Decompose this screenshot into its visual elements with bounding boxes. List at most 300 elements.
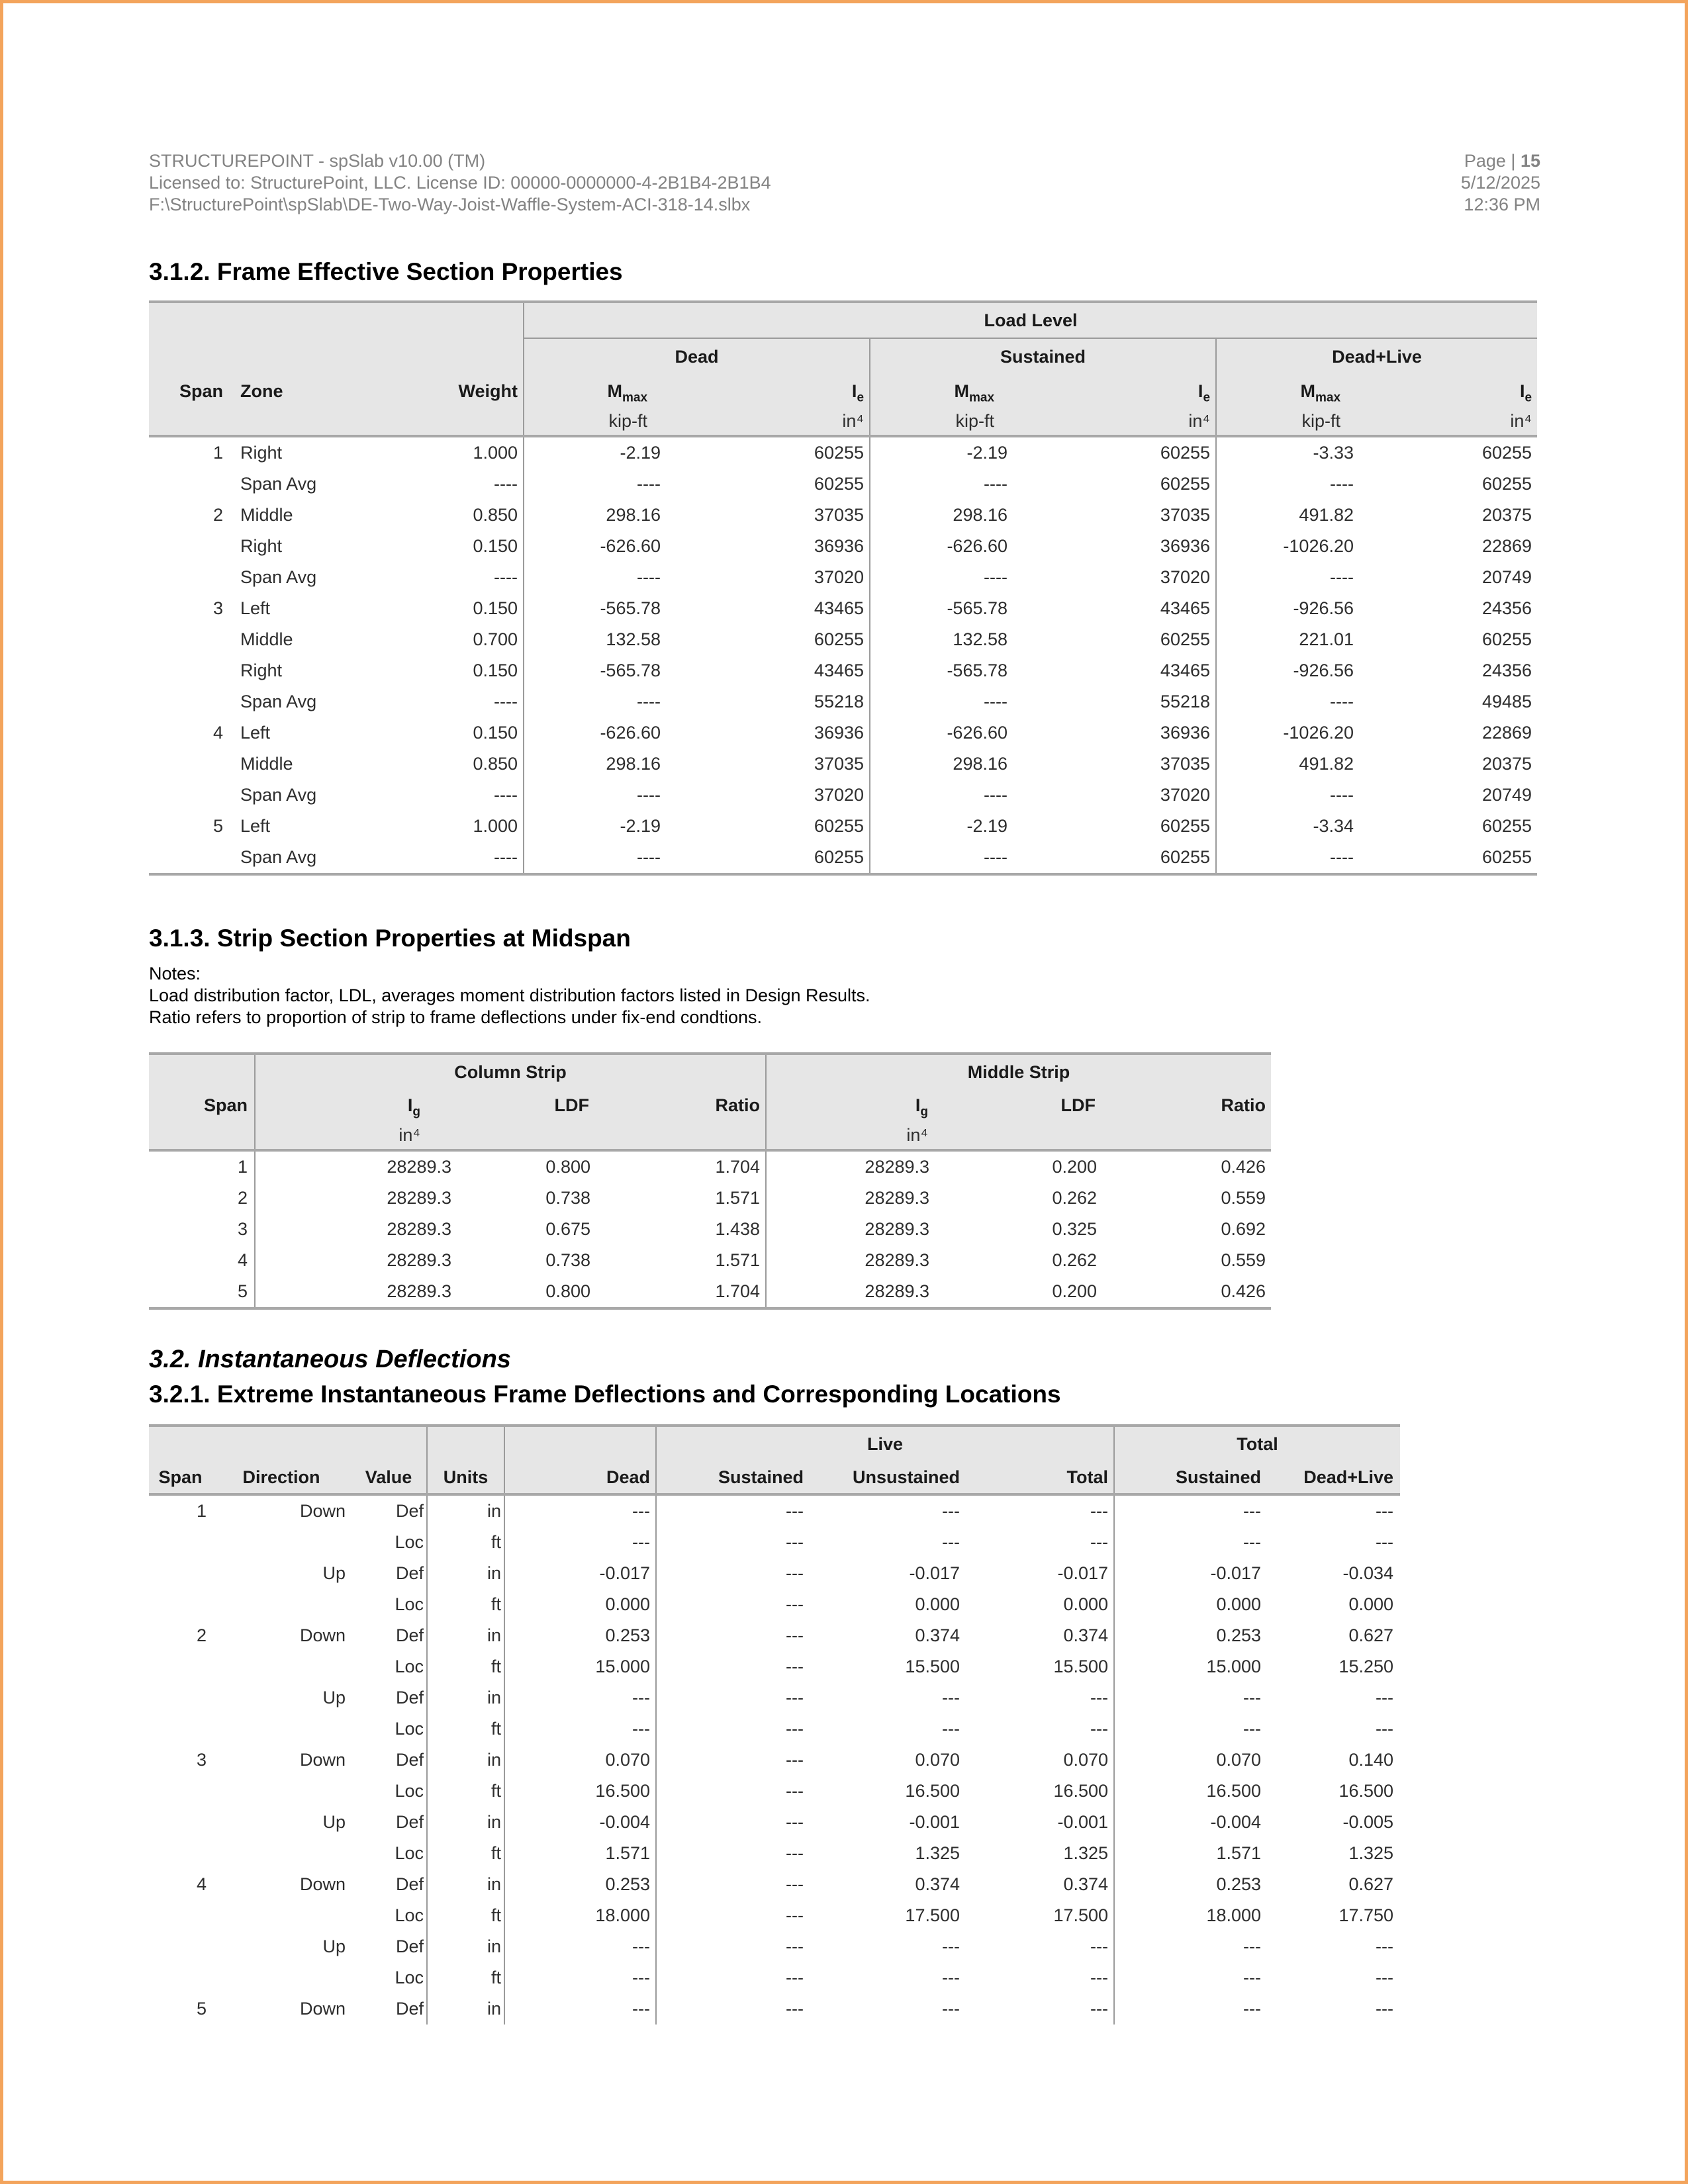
cell-dead: 1.571 xyxy=(504,1838,656,1869)
cell-value: Loc xyxy=(395,1719,424,1739)
cell-middle-strip-ig: 28289.3 xyxy=(766,1276,935,1308)
middle-strip-ratio-header: Ratio xyxy=(1102,1089,1271,1121)
cell-live-sustained: --- xyxy=(656,1589,809,1620)
page-info xyxy=(1461,150,1540,216)
cell-total-dead-live: --- xyxy=(1376,1999,1394,2019)
cell-dead-live-mmax: ---- xyxy=(1216,780,1359,811)
cell-total-dead-live: 17.750 xyxy=(1338,1905,1394,1925)
cell-dead-live-ie: 24356 xyxy=(1481,598,1532,618)
cell-span: 3 xyxy=(237,1219,248,1239)
cell-sustained-ie: 36936 xyxy=(1160,723,1211,743)
cell-span xyxy=(149,780,228,811)
cell-direction: Up xyxy=(322,1936,346,1956)
cell-sustained-ie: 60255 xyxy=(1013,842,1216,874)
cell-column-strip-ldf: 0.738 xyxy=(545,1250,590,1270)
cell-live-sustained: --- xyxy=(656,1900,809,1931)
cell-span xyxy=(149,1558,212,1589)
cell-value: Def xyxy=(395,1812,424,1832)
cell-live-unsustained: 16.500 xyxy=(905,1781,961,1801)
cell-total-dead-live: --- xyxy=(1376,1719,1394,1739)
cell-dead-live-ie: 60255 xyxy=(1359,842,1537,874)
load-level-header: Load Level xyxy=(524,302,1537,338)
cell-live-sustained: --- xyxy=(656,1807,809,1838)
cell-live-unsustained: -0.001 xyxy=(909,1812,961,1832)
total-dead-live-column-header: Dead+Live xyxy=(1266,1461,1400,1494)
header-spacer xyxy=(427,1426,504,1461)
cell-dead: 0.070 xyxy=(504,1745,656,1776)
cell-sustained-ie: 43465 xyxy=(1160,598,1211,618)
middle-strip-ig-header xyxy=(766,1089,935,1121)
cell-total-dead-live: --- xyxy=(1376,1501,1394,1521)
moment-subscript: max xyxy=(1315,390,1341,404)
cell-dead: 16.500 xyxy=(504,1776,656,1807)
cell-sustained-mmax: 132.58 xyxy=(870,624,1013,655)
table-row xyxy=(149,717,1537,749)
cell-live-unsustained: 17.500 xyxy=(905,1905,961,1925)
moment-symbol: M xyxy=(1300,381,1315,401)
cell-span xyxy=(149,469,228,500)
cell-value: Def xyxy=(395,1750,424,1770)
cell-dead-live-ie: 60255 xyxy=(1481,443,1532,463)
table-row xyxy=(149,1682,1400,1713)
cell-weight: ---- xyxy=(494,692,518,711)
sustained-mmax-column-header xyxy=(870,375,1013,407)
cell-span xyxy=(149,1651,212,1682)
cell-column-strip-ldf: 0.738 xyxy=(545,1188,590,1208)
table-row xyxy=(149,1807,1400,1838)
cell-dead-ie: 60255 xyxy=(814,443,865,463)
cell-middle-strip-ig: 28289.3 xyxy=(766,1183,935,1214)
cell-units: in xyxy=(427,1558,504,1589)
table-row xyxy=(149,1558,1400,1589)
cell-units: ft xyxy=(427,1651,504,1682)
cell-dead-live-mmax: ---- xyxy=(1216,686,1359,717)
cell-column-strip-ig: 28289.3 xyxy=(255,1276,457,1308)
cell-direction: Down xyxy=(299,1999,346,2019)
column-strip-ig-header xyxy=(255,1089,457,1121)
cell-span xyxy=(149,1713,212,1745)
cell-span xyxy=(149,1527,212,1558)
cell-span xyxy=(149,1962,212,1993)
cell-middle-strip-ldf: 0.200 xyxy=(1052,1157,1098,1177)
cell-weight: 0.700 xyxy=(473,629,518,649)
app-title: STRUCTUREPOINT - spSlab v10.00 (TM) xyxy=(149,151,486,171)
cell-span: 5 xyxy=(196,1999,207,2019)
column-strip-ldf-header: LDF xyxy=(457,1089,596,1121)
zone-column-header: Zone xyxy=(228,375,397,407)
units-column-header: Units xyxy=(427,1461,504,1494)
cell-live-unsustained: 15.500 xyxy=(905,1657,961,1676)
cell-dead-live-mmax: -3.34 xyxy=(1216,811,1359,842)
column-strip-ratio-header: Ratio xyxy=(596,1089,766,1121)
span-column-header: Span xyxy=(149,1461,212,1494)
inertia-unit: in⁴ xyxy=(1359,407,1537,436)
cell-zone: Right xyxy=(240,660,283,680)
header-spacer xyxy=(149,1121,255,1150)
cell-total-sustained: 0.253 xyxy=(1114,1869,1266,1900)
cell-live-sustained: --- xyxy=(656,1558,809,1589)
cell-dead-mmax: -565.78 xyxy=(524,593,666,624)
cell-span xyxy=(149,1682,212,1713)
cell-dead-ie: 37020 xyxy=(814,567,865,587)
cell-live-total: 1.325 xyxy=(1063,1843,1109,1863)
table-row xyxy=(149,1869,1400,1900)
cell-live-unsustained: -0.017 xyxy=(909,1563,961,1583)
cell-live-total: -0.017 xyxy=(1057,1563,1109,1583)
table-row xyxy=(149,1900,1400,1931)
report-date: 5/12/2025 xyxy=(1460,173,1540,193)
header-spacer xyxy=(457,1121,596,1150)
cell-total-sustained: -0.017 xyxy=(1114,1558,1266,1589)
cell-dead-ie: 60255 xyxy=(814,474,865,494)
inertia-subscript: e xyxy=(1203,390,1211,404)
cell-weight: ---- xyxy=(494,785,518,805)
cell-weight: ---- xyxy=(494,474,518,494)
page-number: 15 xyxy=(1520,151,1540,171)
moment-unit: kip-ft xyxy=(524,407,666,436)
moment-unit: kip-ft xyxy=(1216,407,1359,436)
cell-total-sustained: 0.000 xyxy=(1114,1589,1266,1620)
cell-span: 3 xyxy=(196,1750,207,1770)
cell-live-total: -0.001 xyxy=(1057,1812,1109,1832)
cell-dead-mmax: 298.16 xyxy=(524,500,666,531)
cell-dead-ie: 37035 xyxy=(814,754,865,774)
cell-column-strip-ig: 28289.3 xyxy=(255,1183,457,1214)
table-row xyxy=(149,1183,1271,1214)
note-line: Ratio refers to proportion of strip to frame deflections under fix-end condtions. xyxy=(149,1007,762,1027)
cell-sustained-mmax: ---- xyxy=(870,562,1013,593)
cell-live-sustained: --- xyxy=(656,1838,809,1869)
cell-sustained-mmax: -2.19 xyxy=(870,436,1013,469)
cell-total-sustained: 15.000 xyxy=(1114,1651,1266,1682)
ig-subscript: g xyxy=(412,1104,420,1118)
cell-live-total: 17.500 xyxy=(1053,1905,1109,1925)
cell-total-sustained: --- xyxy=(1114,1682,1266,1713)
cell-sustained-ie: 60255 xyxy=(1160,443,1211,463)
sustained-ie-column-header xyxy=(1013,375,1216,407)
cell-weight: 1.000 xyxy=(473,443,518,463)
cell-span xyxy=(149,1838,212,1869)
cell-total-dead-live: 0.000 xyxy=(1348,1594,1394,1614)
cell-column-strip-ratio: 1.571 xyxy=(715,1188,761,1208)
cell-dead-live-mmax: ---- xyxy=(1216,842,1359,874)
cell-sustained-ie: 43465 xyxy=(1160,660,1211,680)
cell-dead-live-mmax: 491.82 xyxy=(1216,500,1359,531)
cell-dead: --- xyxy=(504,1713,656,1745)
cell-dead-live-ie: 20749 xyxy=(1481,567,1532,587)
cell-value: Loc xyxy=(395,1781,424,1801)
direction-column-header: Direction xyxy=(212,1461,351,1494)
cell-direction: Down xyxy=(299,1625,346,1645)
cell-units: in xyxy=(427,1682,504,1713)
table-row xyxy=(149,1245,1271,1276)
cell-live-unsustained: 1.325 xyxy=(915,1843,961,1863)
live-total-column-header: Total xyxy=(965,1461,1114,1494)
table-row xyxy=(149,469,1537,500)
cell-live-sustained: --- xyxy=(656,1651,809,1682)
cell-sustained-ie: 60255 xyxy=(1160,629,1211,649)
cell-dead: --- xyxy=(504,1993,656,2025)
cell-direction xyxy=(212,1962,351,1993)
cell-middle-strip-ratio: 0.426 xyxy=(1102,1276,1271,1308)
cell-dead-mmax: ---- xyxy=(524,780,666,811)
cell-middle-strip-ig: 28289.3 xyxy=(766,1245,935,1276)
live-sustained-column-header: Sustained xyxy=(656,1461,809,1494)
strip-group-row xyxy=(149,1054,1271,1089)
cell-zone: Left xyxy=(240,723,271,743)
cell-dead: --- xyxy=(504,1527,656,1558)
cell-dead-live-mmax: 491.82 xyxy=(1216,749,1359,780)
load-case-row xyxy=(149,338,1537,375)
column-header-row xyxy=(149,1461,1400,1494)
table-row xyxy=(149,1214,1271,1245)
cell-span xyxy=(149,624,228,655)
cell-total-sustained: --- xyxy=(1114,1962,1266,1993)
header-spacer xyxy=(149,1426,427,1461)
cell-weight: 0.150 xyxy=(473,536,518,556)
cell-zone: Span Avg xyxy=(240,692,317,711)
cell-direction xyxy=(212,1900,351,1931)
cell-sustained-mmax: ---- xyxy=(870,842,1013,874)
cell-direction xyxy=(212,1527,351,1558)
cell-sustained-mmax: 298.16 xyxy=(870,749,1013,780)
header-spacer xyxy=(149,407,524,436)
cell-sustained-ie: 36936 xyxy=(1160,536,1211,556)
cell-dead-live-mmax: ---- xyxy=(1216,469,1359,500)
cell-span: 5 xyxy=(212,816,223,836)
cell-sustained-ie: 37035 xyxy=(1160,754,1211,774)
moment-unit: kip-ft xyxy=(870,407,1013,436)
cell-span: 3 xyxy=(212,598,223,618)
cell-value: Def xyxy=(395,1688,424,1707)
cell-dead-live-ie: 24356 xyxy=(1481,660,1532,680)
load-level-group-row xyxy=(149,302,1537,338)
cell-live-sustained: --- xyxy=(656,1869,809,1900)
cell-value: Loc xyxy=(395,1532,424,1552)
cell-sustained-mmax: ---- xyxy=(870,686,1013,717)
file-path: F:\StructurePoint\spSlab\DE-Two-Way-Joist-Waffle-System-ACI-318-14.slbx xyxy=(149,195,751,214)
cell-value: Def xyxy=(395,1999,424,2019)
section-title-3-2: 3.2. Instantaneous Deflections xyxy=(149,1345,511,1373)
cell-total-sustained: 16.500 xyxy=(1114,1776,1266,1807)
cell-total-sustained: --- xyxy=(1114,1931,1266,1962)
cell-total-dead-live: --- xyxy=(1376,1688,1394,1707)
cell-dead-live-ie: 20749 xyxy=(1481,785,1532,805)
cell-live-total: 16.500 xyxy=(1053,1781,1109,1801)
cell-dead-ie: 60255 xyxy=(666,842,870,874)
cell-live-unsustained: 0.374 xyxy=(915,1874,961,1894)
cell-zone: Left xyxy=(240,816,271,836)
weight-column-header: Weight xyxy=(397,375,524,407)
cell-dead-live-mmax: -3.33 xyxy=(1216,436,1359,469)
cell-column-strip-ig: 28289.3 xyxy=(255,1150,457,1183)
cell-zone: Span Avg xyxy=(240,474,317,494)
cell-units: in xyxy=(427,1494,504,1527)
table-row xyxy=(149,1962,1400,1993)
inertia-subscript: e xyxy=(1524,390,1532,404)
cell-total-dead-live: 15.250 xyxy=(1338,1657,1394,1676)
value-column-header: Value xyxy=(351,1461,427,1494)
cell-span: 1 xyxy=(237,1157,248,1177)
cell-direction: Down xyxy=(299,1501,346,1521)
cell-live-total: 15.500 xyxy=(1053,1657,1109,1676)
cell-live-unsustained: --- xyxy=(942,1532,961,1552)
dead-live-group-header: Dead+Live xyxy=(1216,338,1537,375)
cell-dead: --- xyxy=(504,1962,656,1993)
cell-units: in xyxy=(427,1931,504,1962)
cell-live-total: --- xyxy=(1090,1688,1109,1707)
cell-dead-mmax: -626.60 xyxy=(524,717,666,749)
cell-weight: 0.850 xyxy=(473,505,518,525)
cell-sustained-ie: 37020 xyxy=(1160,785,1211,805)
cell-middle-strip-ratio: 0.426 xyxy=(1221,1157,1266,1177)
cell-live-total: 0.000 xyxy=(1063,1594,1109,1614)
cell-live-total: --- xyxy=(1090,1719,1109,1739)
cell-live-total: --- xyxy=(1090,1968,1109,1987)
cell-dead-mmax: ---- xyxy=(524,469,666,500)
middle-strip-ldf-header: LDF xyxy=(935,1089,1102,1121)
cell-live-unsustained: 0.374 xyxy=(915,1625,961,1645)
column-strip-group-header: Column Strip xyxy=(255,1054,766,1089)
cell-live-sustained: --- xyxy=(656,1620,809,1651)
cell-value: Def xyxy=(395,1625,424,1645)
cell-zone: Middle xyxy=(240,505,293,525)
license-info: Licensed to: StructurePoint, LLC. License ID: 00000-0000000-4-2B1B4-2B1B4 xyxy=(149,173,771,193)
middle-strip-group-header: Middle Strip xyxy=(766,1054,1271,1089)
cell-live-unsustained: --- xyxy=(942,1501,961,1521)
cell-total-dead-live: --- xyxy=(1376,1532,1394,1552)
cell-live-unsustained: --- xyxy=(942,1688,961,1707)
cell-sustained-mmax: ---- xyxy=(870,780,1013,811)
report-time: 12:36 PM xyxy=(1464,195,1540,214)
cell-total-sustained: --- xyxy=(1114,1993,1266,2025)
moment-subscript: max xyxy=(968,390,995,404)
sustained-group-header: Sustained xyxy=(870,338,1216,375)
table-row xyxy=(149,749,1537,780)
header-spacer xyxy=(149,338,524,375)
table-row xyxy=(149,1150,1271,1183)
section-title-3-1-3: 3.1.3. Strip Section Properties at Midspan xyxy=(149,925,631,952)
cell-total-sustained: 1.571 xyxy=(1114,1838,1266,1869)
cell-dead-mmax: 298.16 xyxy=(524,749,666,780)
cell-sustained-ie: 37020 xyxy=(1160,567,1211,587)
cell-value: Def xyxy=(395,1874,424,1894)
cell-units: ft xyxy=(427,1776,504,1807)
cell-span: 2 xyxy=(196,1625,207,1645)
total-sustained-column-header: Sustained xyxy=(1114,1461,1266,1494)
dead-ie-column-header xyxy=(666,375,870,407)
cell-direction xyxy=(212,1713,351,1745)
cell-dead-ie: 60255 xyxy=(814,629,865,649)
cell-span xyxy=(149,686,228,717)
table-row xyxy=(149,811,1537,842)
cell-dead-live-ie: 20375 xyxy=(1481,505,1532,525)
cell-span xyxy=(149,1807,212,1838)
cell-live-unsustained: --- xyxy=(942,1719,961,1739)
dead-column-header: Dead xyxy=(504,1461,656,1494)
cell-zone: Middle xyxy=(240,754,293,774)
cell-direction xyxy=(212,1589,351,1620)
notes-block xyxy=(149,963,1540,1028)
table-row xyxy=(149,686,1537,717)
inertia-symbol: I xyxy=(1197,381,1203,401)
cell-span xyxy=(149,1776,212,1807)
cell-column-strip-ratio: 1.438 xyxy=(715,1219,761,1239)
cell-dead-live-mmax: 221.01 xyxy=(1216,624,1359,655)
span-column-header: Span xyxy=(149,375,228,407)
cell-zone: Middle xyxy=(240,629,293,649)
cell-dead-live-mmax: -1026.20 xyxy=(1216,717,1359,749)
cell-column-strip-ratio: 1.704 xyxy=(715,1157,761,1177)
cell-weight: 0.850 xyxy=(473,754,518,774)
inertia-symbol: I xyxy=(851,381,857,401)
cell-dead-mmax: 132.58 xyxy=(524,624,666,655)
table-row xyxy=(149,1276,1271,1308)
cell-direction xyxy=(212,1651,351,1682)
cell-live-sustained: --- xyxy=(656,1776,809,1807)
cell-dead: 18.000 xyxy=(504,1900,656,1931)
cell-middle-strip-ldf: 0.262 xyxy=(1052,1188,1098,1208)
cell-dead-live-ie: 60255 xyxy=(1481,474,1532,494)
cell-live-unsustained: 0.000 xyxy=(915,1594,961,1614)
table-row xyxy=(149,1620,1400,1651)
section-title-3-2-1: 3.2.1. Extreme Instantaneous Frame Deflections and Corresponding Locations xyxy=(149,1381,1061,1408)
inertia-symbol: I xyxy=(1519,381,1525,401)
cell-dead-live-ie: 22869 xyxy=(1481,536,1532,556)
cell-middle-strip-ig: 28289.3 xyxy=(766,1150,935,1183)
cell-middle-strip-ratio: 0.559 xyxy=(1221,1250,1266,1270)
moment-symbol: M xyxy=(954,381,969,401)
header-spacer xyxy=(504,1426,656,1461)
cell-total-sustained: -0.004 xyxy=(1114,1807,1266,1838)
cell-sustained-ie: 60255 xyxy=(1160,474,1211,494)
cell-units: in xyxy=(427,1807,504,1838)
cell-total-sustained: 0.253 xyxy=(1114,1620,1266,1651)
cell-weight: 1.000 xyxy=(473,816,518,836)
cell-span: 4 xyxy=(196,1874,207,1894)
cell-span: 1 xyxy=(196,1501,207,1521)
table-row xyxy=(149,1494,1400,1527)
units-row xyxy=(149,407,1537,436)
cell-live-sustained: --- xyxy=(656,1713,809,1745)
cell-zone: Span Avg xyxy=(240,567,317,587)
cell-middle-strip-ratio: 0.559 xyxy=(1221,1188,1266,1208)
cell-total-sustained: --- xyxy=(1114,1494,1266,1527)
cell-middle-strip-ig: 28289.3 xyxy=(766,1214,935,1245)
table-row xyxy=(149,624,1537,655)
cell-dead-live-ie: 22869 xyxy=(1481,723,1532,743)
cell-span xyxy=(149,1900,212,1931)
cell-weight: 0.150 xyxy=(473,598,518,618)
cell-span xyxy=(149,562,228,593)
cell-dead-mmax: ---- xyxy=(524,562,666,593)
cell-live-sustained: --- xyxy=(656,1494,809,1527)
cell-direction: Up xyxy=(322,1563,346,1583)
table-row xyxy=(149,1745,1400,1776)
notes-label: Notes: xyxy=(149,964,201,983)
cell-sustained-ie: 37035 xyxy=(1160,505,1211,525)
cell-dead: 15.000 xyxy=(504,1651,656,1682)
table-row xyxy=(149,1527,1400,1558)
cell-total-dead-live: --- xyxy=(1376,1936,1394,1956)
cell-total-sustained: 0.070 xyxy=(1114,1745,1266,1776)
extreme-instantaneous-deflections-table xyxy=(149,1424,1400,2025)
cell-span xyxy=(149,749,228,780)
cell-dead-live-ie: 49485 xyxy=(1481,692,1532,711)
cell-span xyxy=(149,655,228,686)
dead-group-header: Dead xyxy=(524,338,870,375)
cell-units: in xyxy=(427,1993,504,2025)
